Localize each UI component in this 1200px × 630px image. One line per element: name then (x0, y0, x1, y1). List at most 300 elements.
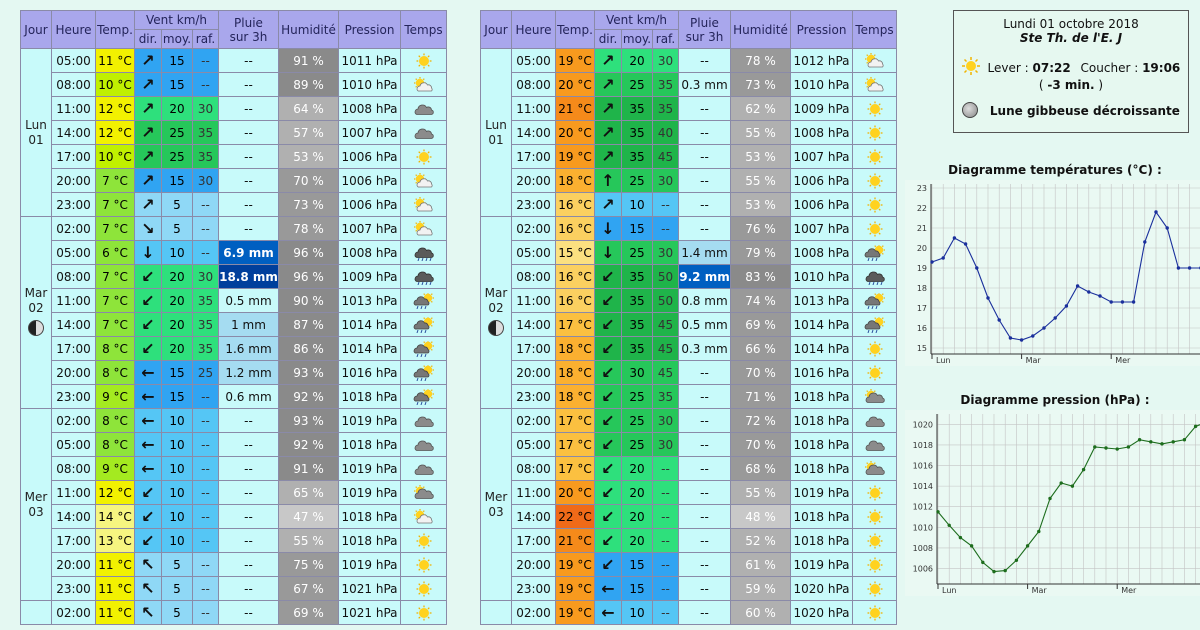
temp-y-tick-label: 20 (916, 244, 927, 253)
wind-dir-cell: ↗ (135, 169, 162, 193)
humidity-cell: 55 % (731, 169, 791, 193)
weather-cell (853, 289, 897, 313)
temp-y-tick-label: 22 (916, 204, 927, 213)
pressure-cell: 1007 hPa (791, 145, 853, 169)
humidity-cell: 69 % (731, 313, 791, 337)
hour-cell: 17:00 (512, 337, 556, 361)
rain-cell: 0.6 mm (219, 385, 279, 409)
wind-dir-cell: ↙ (135, 481, 162, 505)
temp-cell: 11 °C (96, 601, 135, 625)
temp-data-point (1098, 294, 1101, 297)
day-number: 02 (28, 300, 44, 315)
hour-cell: 11:00 (512, 481, 556, 505)
header-pression: Pression (791, 11, 853, 49)
pressure-cell: 1016 hPa (791, 361, 853, 385)
weather-cell (401, 97, 447, 121)
weather-cell (401, 73, 447, 97)
hour-cell: 23:00 (52, 385, 96, 409)
rain-cell: 0.5 mm (679, 313, 731, 337)
pressure-data-point (981, 561, 984, 564)
humidity-cell: 59 % (731, 577, 791, 601)
humidity-cell: 55 % (731, 481, 791, 505)
chart-pressure-title: Diagramme pression (hPa) : (960, 393, 1150, 407)
temp-data-point (998, 318, 1001, 321)
temp-cell: 13 °C (96, 529, 135, 553)
humidity-cell: 90 % (279, 289, 339, 313)
wind-avg-cell: 15 (162, 73, 193, 97)
wind-dir-cell: ↙ (595, 505, 622, 529)
wind-avg-cell: 5 (162, 601, 193, 625)
pressure-cell: 1007 hPa (339, 121, 401, 145)
wind-avg-cell: 10 (162, 241, 193, 265)
temp-cell: 9 °C (96, 457, 135, 481)
wind-dir-cell: ↙ (595, 361, 622, 385)
weather-cell (853, 265, 897, 289)
temp-cell: 16 °C (556, 265, 595, 289)
temp-cell: 8 °C (96, 433, 135, 457)
forecast-row (481, 73, 897, 97)
forecast-row (21, 73, 447, 97)
sun-cloud-icon (413, 509, 435, 525)
sun-grey-cloud-icon (413, 485, 435, 501)
hour-cell: 14:00 (52, 505, 96, 529)
hour-cell: 05:00 (512, 433, 556, 457)
temp-cell: 19 °C (556, 145, 595, 169)
forecast-row (481, 289, 897, 313)
temp-y-tick-label: 19 (916, 264, 927, 273)
wind-gust-cell: -- (193, 553, 219, 577)
hour-cell: 17:00 (512, 529, 556, 553)
hour-cell: 11:00 (512, 289, 556, 313)
pressure-cell: 1019 hPa (339, 481, 401, 505)
wind-avg-cell: 25 (162, 145, 193, 169)
header-temps: Temps (401, 11, 447, 49)
cloudy-icon (864, 437, 886, 453)
wind-dir-cell: ↗ (595, 193, 622, 217)
pressure-cell: 1018 hPa (791, 433, 853, 457)
hour-cell: 08:00 (52, 457, 96, 481)
wind-gust-cell: -- (193, 217, 219, 241)
hour-cell: 14:00 (52, 313, 96, 337)
header-dir: dir. (595, 30, 622, 49)
temp-data-point (1177, 266, 1180, 269)
pressure-data-point (1037, 530, 1040, 533)
forecast-row (481, 577, 897, 601)
weather-cell (401, 601, 447, 625)
wind-avg-cell: 20 (162, 337, 193, 361)
wind-dir-cell: ← (135, 409, 162, 433)
weather-cell (853, 145, 897, 169)
wind-gust-cell: 45 (653, 361, 679, 385)
sun-icon (864, 341, 886, 357)
wind-gust-cell: 40 (653, 121, 679, 145)
temp-cell: 16 °C (556, 217, 595, 241)
temp-y-tick-label: 17 (916, 304, 927, 313)
rain-cell: 0.3 mm (679, 73, 731, 97)
forecast-row (481, 49, 897, 73)
temp-x-tick-label: Lun (936, 356, 951, 365)
day-label (21, 409, 52, 601)
pressure-data-point (1127, 445, 1130, 448)
temp-cell: 7 °C (96, 313, 135, 337)
wind-avg-cell: 10 (162, 529, 193, 553)
temp-cell: 12 °C (96, 97, 135, 121)
wind-gust-cell: -- (193, 409, 219, 433)
info-place: Ste Th. de l'E. J (1019, 31, 1123, 45)
sun-icon (413, 581, 435, 597)
rain-cell: -- (219, 145, 279, 169)
weather-cell (853, 529, 897, 553)
pressure-y-tick-label: 1012 (912, 502, 933, 512)
wind-avg-cell: 25 (622, 241, 653, 265)
pressure-cell: 1019 hPa (791, 481, 853, 505)
temp-cell: 20 °C (556, 481, 595, 505)
pressure-cell: 1010 hPa (791, 73, 853, 97)
weather-cell (401, 145, 447, 169)
forecast-row (481, 601, 897, 625)
wind-gust-cell: 30 (653, 169, 679, 193)
wind-avg-cell: 5 (162, 577, 193, 601)
wind-avg-cell: 20 (162, 97, 193, 121)
hour-cell: 23:00 (52, 577, 96, 601)
forecast-row (481, 265, 897, 289)
hour-cell: 08:00 (512, 73, 556, 97)
forecast-table-right (480, 10, 897, 625)
rain-cell: 6.9 mm (219, 241, 279, 265)
temp-cell: 11 °C (96, 553, 135, 577)
hour-cell: 02:00 (52, 217, 96, 241)
day-name: Lun (485, 117, 507, 132)
pressure-cell: 1018 hPa (791, 457, 853, 481)
sun-grey-cloud-icon (864, 389, 886, 405)
wind-dir-cell: ↗ (135, 121, 162, 145)
rain-cell: -- (219, 577, 279, 601)
wind-dir-cell: ← (595, 601, 622, 625)
rain-cell: 1.4 mm (679, 241, 731, 265)
hour-cell: 08:00 (512, 265, 556, 289)
weather-cell (853, 433, 897, 457)
header-humidite: Humidité (279, 11, 339, 49)
weather-cell (401, 505, 447, 529)
weather-cell (401, 481, 447, 505)
temp-data-point (1076, 284, 1079, 287)
temp-data-point (930, 260, 933, 263)
weather-cell (401, 313, 447, 337)
day-name: Mer (484, 489, 508, 504)
temp-cell: 18 °C (556, 361, 595, 385)
temp-cell: 10 °C (96, 145, 135, 169)
sun-cloud-icon (413, 197, 435, 213)
temp-cell: 19 °C (556, 601, 595, 625)
pressure-cell: 1020 hPa (791, 601, 853, 625)
cloudy-icon (413, 101, 435, 117)
forecast-row (21, 457, 447, 481)
wind-dir-cell: ↗ (595, 97, 622, 121)
temp-cell: 6 °C (96, 241, 135, 265)
wind-gust-cell: 30 (193, 265, 219, 289)
sun-rain-icon (413, 389, 435, 405)
humidity-cell: 79 % (731, 241, 791, 265)
wind-dir-cell: ↖ (135, 577, 162, 601)
wind-avg-cell: 20 (162, 265, 193, 289)
forecast-row (21, 505, 447, 529)
sun-rain-icon (864, 245, 886, 261)
temp-cell: 7 °C (96, 193, 135, 217)
chart-temperature-title: Diagramme températures (°C) : (948, 163, 1162, 177)
weather-cell (853, 457, 897, 481)
temp-cell: 20 °C (556, 121, 595, 145)
wind-avg-cell: 30 (622, 361, 653, 385)
weather-cell (853, 601, 897, 625)
humidity-cell: 55 % (731, 121, 791, 145)
rain-cell: -- (219, 433, 279, 457)
hour-cell: 17:00 (52, 337, 96, 361)
wind-dir-cell: ↙ (135, 529, 162, 553)
wind-avg-cell: 35 (622, 265, 653, 289)
humidity-cell: 92 % (279, 433, 339, 457)
pressure-cell: 1010 hPa (339, 73, 401, 97)
pressure-cell: 1006 hPa (791, 169, 853, 193)
forecast-row (21, 433, 447, 457)
hour-cell: 08:00 (52, 265, 96, 289)
sun-icon (864, 149, 886, 165)
cloudy-icon (413, 437, 435, 453)
day-label (21, 49, 52, 217)
weather-cell (401, 289, 447, 313)
forecast-body-left (21, 49, 447, 625)
forecast-row (21, 313, 447, 337)
wind-gust-cell: 35 (653, 73, 679, 97)
pressure-cell: 1018 hPa (791, 385, 853, 409)
wind-gust-cell: -- (193, 49, 219, 73)
header-pluie: Pluie sur 3h (679, 11, 731, 49)
pressure-cell: 1019 hPa (791, 553, 853, 577)
wind-dir-cell: ↙ (135, 337, 162, 361)
temp-cell: 7 °C (96, 289, 135, 313)
header-raf: raf. (653, 30, 679, 49)
wind-gust-cell: 30 (653, 433, 679, 457)
moon-phase-icon (28, 320, 44, 336)
pressure-y-tick-label: 1008 (912, 543, 933, 553)
day-label (481, 217, 512, 409)
humidity-cell: 76 % (731, 217, 791, 241)
humidity-cell: 74 % (731, 289, 791, 313)
coucher-label: Coucher : (1080, 61, 1139, 75)
wind-avg-cell: 25 (162, 121, 193, 145)
pressure-data-point (948, 524, 951, 527)
rain-cell: 1 mm (219, 313, 279, 337)
weather-cell (401, 385, 447, 409)
rain-cell: -- (679, 505, 731, 529)
forecast-row (21, 217, 447, 241)
wind-dir-cell: ↙ (595, 289, 622, 313)
day-number: 03 (488, 504, 504, 519)
day-label (21, 217, 52, 409)
humidity-cell: 53 % (731, 145, 791, 169)
humidity-cell: 67 % (279, 577, 339, 601)
pressure-cell: 1012 hPa (791, 49, 853, 73)
wind-avg-cell: 20 (622, 481, 653, 505)
forecast-row (481, 385, 897, 409)
forecast-row (481, 313, 897, 337)
header-pression: Pression (339, 11, 401, 49)
temp-x-tick-label: Mar (1025, 356, 1041, 365)
pressure-cell: 1008 hPa (791, 121, 853, 145)
temp-cell: 14 °C (96, 505, 135, 529)
day-length: ( -3 min. ) (1038, 78, 1104, 92)
weather-cell (853, 505, 897, 529)
hour-cell: 17:00 (52, 529, 96, 553)
hour-cell: 14:00 (512, 505, 556, 529)
moon-phase-icon (962, 102, 978, 118)
pressure-y-tick-label: 1014 (912, 482, 933, 492)
humidity-cell: 60 % (731, 601, 791, 625)
hour-cell: 20:00 (512, 553, 556, 577)
pressure-y-tick-label: 1016 (912, 461, 933, 471)
wind-gust-cell: 35 (193, 145, 219, 169)
rain-cell: -- (679, 433, 731, 457)
pressure-cell: 1018 hPa (791, 409, 853, 433)
forecast-row (481, 97, 897, 121)
forecast-row (21, 553, 447, 577)
sun-icon (864, 581, 886, 597)
forecast-row (481, 553, 897, 577)
hour-cell: 11:00 (52, 481, 96, 505)
day-label (481, 49, 512, 217)
forecast-row (21, 529, 447, 553)
weather-cell (853, 553, 897, 577)
temp-cell: 15 °C (556, 241, 595, 265)
rain-cell: -- (679, 577, 731, 601)
cloudy-icon (864, 413, 886, 429)
pressure-data-point (1104, 446, 1107, 449)
wind-avg-cell: 10 (622, 601, 653, 625)
humidity-cell: 47 % (279, 505, 339, 529)
rain-cell: -- (219, 601, 279, 625)
wind-gust-cell: -- (193, 241, 219, 265)
wind-dir-cell: ↓ (595, 217, 622, 241)
forecast-row (481, 145, 897, 169)
day-name: Lun (25, 117, 47, 132)
wind-dir-cell: ↙ (595, 433, 622, 457)
temp-data-point (1054, 316, 1057, 319)
forecast-row (481, 505, 897, 529)
wind-avg-cell: 20 (162, 289, 193, 313)
humidity-cell: 61 % (731, 553, 791, 577)
hour-cell: 23:00 (512, 385, 556, 409)
rain-cell: 18.8 mm (219, 265, 279, 289)
wind-dir-cell: ↓ (595, 241, 622, 265)
sun-icon (413, 53, 435, 69)
wind-gust-cell: 35 (193, 337, 219, 361)
temp-cell: 21 °C (556, 97, 595, 121)
pressure-cell: 1020 hPa (791, 577, 853, 601)
hour-cell: 08:00 (52, 73, 96, 97)
forecast-row (21, 169, 447, 193)
wind-dir-cell: ↗ (135, 73, 162, 97)
temp-data-point (1166, 226, 1169, 229)
wind-gust-cell: -- (653, 577, 679, 601)
humidity-cell: 96 % (279, 241, 339, 265)
temp-data-point (953, 236, 956, 239)
temp-data-point (986, 296, 989, 299)
wind-avg-cell: 35 (622, 121, 653, 145)
wind-dir-cell: ↙ (595, 337, 622, 361)
wind-gust-cell: -- (653, 601, 679, 625)
temp-data-point (1121, 300, 1124, 303)
wind-avg-cell: 10 (622, 193, 653, 217)
weather-cell (853, 361, 897, 385)
sun-rain-icon (864, 293, 886, 309)
rain-cell: -- (679, 601, 731, 625)
humidity-cell: 78 % (731, 49, 791, 73)
hour-cell: 11:00 (512, 97, 556, 121)
wind-gust-cell: 50 (653, 289, 679, 313)
temp-cell: 8 °C (96, 337, 135, 361)
forecast-row (21, 145, 447, 169)
pressure-data-point (1138, 438, 1141, 441)
wind-avg-cell: 10 (162, 457, 193, 481)
temp-cell: 11 °C (96, 49, 135, 73)
pressure-data-point (1026, 544, 1029, 547)
pressure-y-tick-label: 1018 (912, 440, 933, 450)
pressure-data-point (1149, 440, 1152, 443)
rain-cell: -- (219, 217, 279, 241)
humidity-cell: 73 % (731, 73, 791, 97)
wind-gust-cell: -- (193, 481, 219, 505)
temp-data-point (1065, 304, 1068, 307)
humidity-cell: 72 % (731, 409, 791, 433)
hour-cell: 23:00 (512, 193, 556, 217)
wind-dir-cell: ← (135, 385, 162, 409)
wind-avg-cell: 35 (622, 145, 653, 169)
rain-cell: -- (679, 553, 731, 577)
moon-phase-text: Lune gibbeuse décroissante (989, 104, 1180, 118)
pressure-data-point (970, 544, 973, 547)
temp-cell: 18 °C (556, 337, 595, 361)
temp-cell: 17 °C (556, 433, 595, 457)
wind-gust-cell: 35 (193, 289, 219, 313)
temp-cell: 11 °C (96, 577, 135, 601)
header-jour: Jour (21, 11, 52, 49)
wind-dir-cell: ↙ (595, 385, 622, 409)
temp-data-point (1042, 326, 1045, 329)
pressure-data-point (1071, 484, 1074, 487)
wind-avg-cell: 5 (162, 553, 193, 577)
temp-x-tick-label: Mer (1115, 356, 1131, 365)
forecast-row (481, 457, 897, 481)
forecast-row (21, 337, 447, 361)
pressure-y-tick-label: 1006 (912, 564, 933, 574)
sun-rain-icon (864, 317, 886, 333)
wind-gust-cell: -- (193, 433, 219, 457)
wind-gust-cell: -- (193, 577, 219, 601)
weather-cell (853, 97, 897, 121)
forecast-row (481, 529, 897, 553)
rain-cell: -- (679, 385, 731, 409)
hour-cell: 20:00 (512, 169, 556, 193)
day-name: Mer (24, 489, 48, 504)
temp-cell: 7 °C (96, 217, 135, 241)
humidity-cell: 64 % (279, 97, 339, 121)
wind-avg-cell: 10 (162, 481, 193, 505)
forecast-row (21, 385, 447, 409)
wind-gust-cell: -- (193, 385, 219, 409)
rain-cell: -- (219, 505, 279, 529)
humidity-cell: 69 % (279, 601, 339, 625)
weather-cell (853, 193, 897, 217)
temp-cell: 16 °C (556, 289, 595, 313)
